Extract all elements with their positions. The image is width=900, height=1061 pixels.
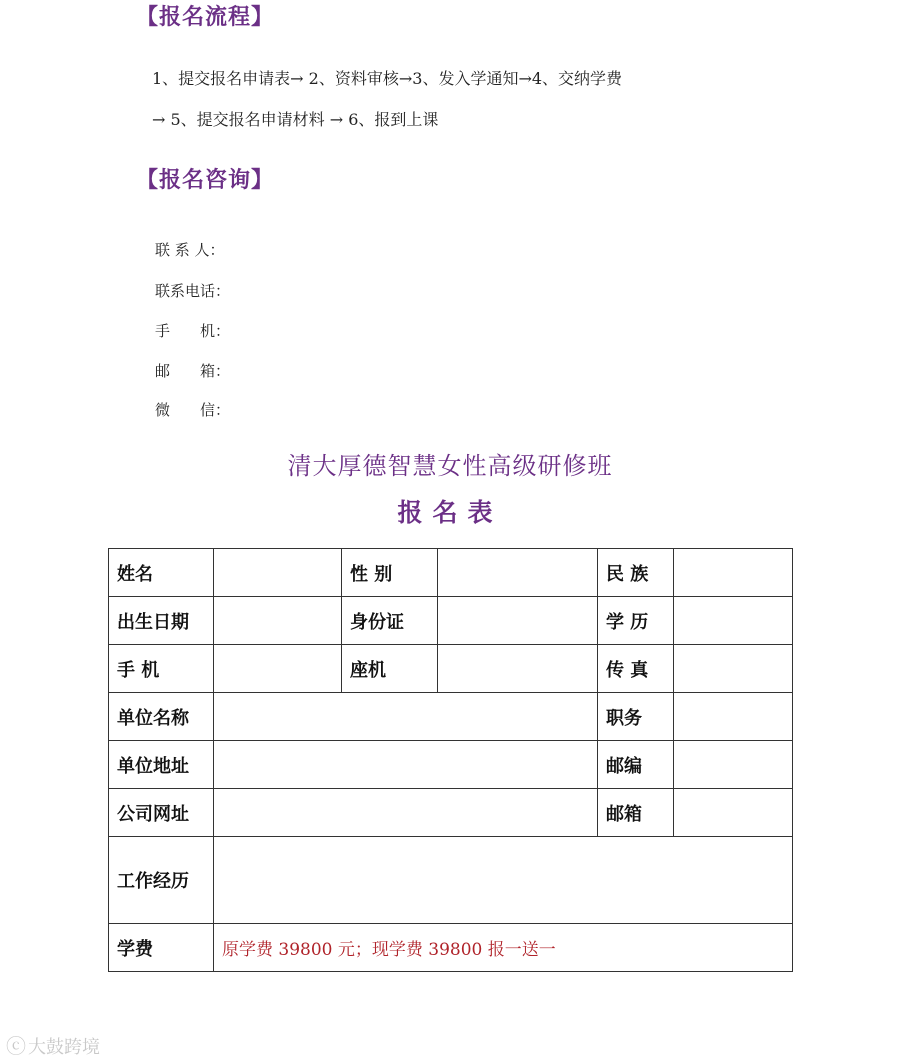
company-name-label: 单位名称 [109,693,214,741]
table-row [109,789,793,837]
landline-label: 座机 [342,645,438,693]
contact-phone-label: 联系电话： [155,282,231,300]
table-row [109,924,793,972]
name-field[interactable] [214,549,342,597]
education-label: 学 历 [598,597,674,645]
contact-email-label: 邮 箱： [155,362,231,380]
watermark [6,1030,100,1059]
fax-field[interactable] [674,645,793,693]
position-field[interactable] [674,693,793,741]
company-address-field[interactable] [214,741,598,789]
table-row [109,741,793,789]
work-history-field[interactable] [214,837,793,924]
table-row [109,645,793,693]
tuition-value: 原学费 39800 元；现学费 39800 报一送一 [214,924,793,972]
company-address-label: 单位地址 [109,741,214,789]
form-title: 清大厚德智慧女性高级研修班 [287,452,613,480]
id-card-label: 身份证 [342,597,438,645]
contact-mobile-label: 手 机： [155,322,231,340]
birthdate-field[interactable] [214,597,342,645]
table-row [109,597,793,645]
contact-wechat-label: 微 信： [155,401,231,419]
work-history-label: 工作经历 [109,837,214,924]
kx-logo-icon: ⓒ [6,1034,26,1058]
postcode-label: 邮编 [598,741,674,789]
table-row [109,693,793,741]
table-row [109,549,793,597]
email-field[interactable] [674,789,793,837]
id-card-field[interactable] [438,597,598,645]
postcode-field[interactable] [674,741,793,789]
mobile-field[interactable] [214,645,342,693]
tuition-label: 学费 [109,924,214,972]
process-section-title: 【报名流程】 [136,5,275,30]
birthdate-label: 出生日期 [109,597,214,645]
contact-person-label: 联 系 人： [155,241,225,259]
company-website-label: 公司网址 [109,789,214,837]
gender-field[interactable] [438,549,598,597]
company-website-field[interactable] [214,789,598,837]
gender-label: 性 别 [342,549,438,597]
process-steps-line-2: → 5、提交报名申请材料 → 6、报到上课 [152,110,439,129]
registration-table [108,548,793,972]
mobile-label: 手 机 [109,645,214,693]
company-name-field[interactable] [214,693,598,741]
email-label: 邮箱 [598,789,674,837]
ethnicity-label: 民 族 [598,549,674,597]
ethnicity-field[interactable] [674,549,793,597]
consult-section-title: 【报名咨询】 [136,168,275,193]
process-steps-line-1: 1、提交报名申请表→ 2、资料审核→3、发入学通知→4、交纳学费 [152,69,623,88]
form-subtitle: 报名表 [397,498,503,527]
position-label: 职务 [598,693,674,741]
fax-label: 传 真 [598,645,674,693]
name-label: 姓名 [109,549,214,597]
watermark-text: 大鼓跨境 [28,1037,100,1058]
table-row [109,837,793,924]
landline-field[interactable] [438,645,598,693]
education-field[interactable] [674,597,793,645]
